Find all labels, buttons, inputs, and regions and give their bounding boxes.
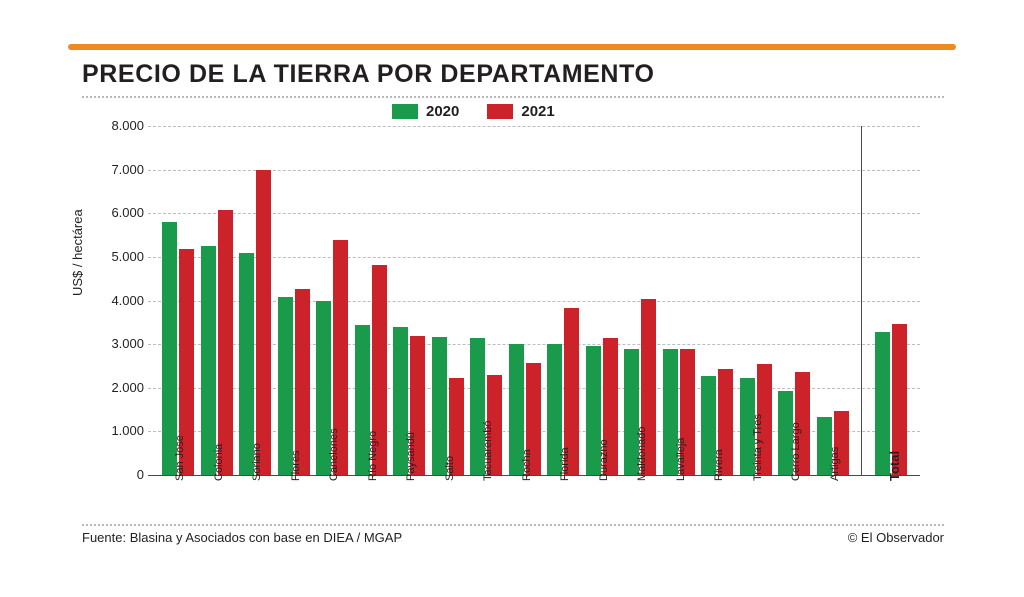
- bar-2021: [218, 210, 233, 475]
- x-tick-label: Tacuarembó: [482, 420, 494, 481]
- x-tick-label: San Jose: [174, 435, 186, 481]
- x-tick-label: Paysandú: [405, 432, 417, 481]
- x-tick-label: Rocha: [520, 449, 533, 481]
- bar-series-container: [148, 126, 920, 481]
- footer-divider: [82, 524, 944, 526]
- x-tick-label: Lavalleja: [674, 437, 687, 481]
- legend-item-2021: [487, 103, 554, 120]
- bar-group: [470, 126, 507, 481]
- x-tick-label: Flores: [289, 450, 302, 481]
- x-tick-label: Maldonado: [636, 426, 648, 481]
- plot-area: [148, 126, 920, 481]
- x-tick-label: Treinta y Tres: [751, 414, 764, 481]
- x-tick-label: Río Negro: [366, 430, 379, 481]
- bar-group: [778, 126, 815, 481]
- page-title: PRECIO DE LA TIERRA POR DEPARTAMENTO: [82, 60, 655, 88]
- title-divider: [82, 96, 944, 98]
- bar-group: [278, 126, 315, 481]
- y-tick-label: 8.000: [111, 118, 144, 133]
- bar-group: [586, 126, 623, 481]
- legend-item-2020: [392, 103, 459, 120]
- x-tick-label: Total: [886, 450, 902, 481]
- bar-2020: [278, 297, 293, 475]
- bar-group: [740, 126, 777, 481]
- bar-group: [355, 126, 392, 481]
- source-note: Fuente: Blasina y Asociados con base en DIEA / MGAP: [82, 530, 403, 545]
- y-tick-label: 4.000: [111, 292, 144, 308]
- bar-group: [547, 126, 584, 481]
- bar-2020: [432, 337, 447, 475]
- bar-group: [432, 126, 469, 481]
- bar-group: [509, 126, 546, 481]
- bar-group: [875, 126, 912, 481]
- y-tick-label: 6.000: [111, 205, 144, 221]
- bar-group: [239, 126, 276, 481]
- bar-group: [701, 126, 738, 481]
- bar-group: [162, 126, 199, 481]
- x-axis-line: [148, 475, 920, 476]
- bar-group: [663, 126, 700, 481]
- bar-group: [316, 126, 353, 481]
- bar-2021: [295, 289, 310, 475]
- y-tick-label: 2.000: [111, 379, 144, 395]
- x-tick-label: Cerro Largo: [790, 422, 802, 481]
- x-tick-label: Artigas: [828, 446, 841, 481]
- top-accent-rule: [68, 44, 956, 50]
- legend-label-2021: 2021: [521, 103, 555, 120]
- bar-group: [817, 126, 854, 481]
- x-tick-label: Florida: [559, 447, 571, 481]
- bar-2020: [239, 253, 254, 475]
- x-tick-label: Salto: [443, 455, 456, 481]
- bar-group: [201, 126, 238, 481]
- y-tick-label: 7.000: [111, 161, 144, 177]
- x-tick-label: Durazno: [597, 439, 610, 481]
- y-tick-label: 1.000: [111, 423, 144, 439]
- x-tick-label: Soriano: [251, 443, 263, 481]
- legend-label-2020: 2020: [426, 103, 460, 120]
- y-axis-title: US$ / hectárea: [70, 209, 85, 296]
- bar-2020: [201, 246, 216, 475]
- x-tick-label: Rivera: [713, 449, 725, 481]
- bar-group: [393, 126, 430, 481]
- bar-2021: [256, 170, 271, 475]
- y-tick-label: 0: [136, 467, 144, 482]
- chart-legend: [392, 103, 555, 120]
- x-tick-label: Colonia: [212, 443, 225, 481]
- x-tick-label: Canelones: [328, 428, 340, 481]
- total-separator: [861, 126, 862, 475]
- y-tick-label: 5.000: [111, 248, 144, 264]
- legend-swatch-2021: [487, 104, 513, 119]
- y-tick-label: 3.000: [111, 336, 144, 352]
- y-axis-tick-labels: [100, 118, 144, 482]
- credit-note: © El Observador: [847, 530, 944, 545]
- legend-swatch-2020: [392, 104, 418, 119]
- bar-group: [624, 126, 661, 481]
